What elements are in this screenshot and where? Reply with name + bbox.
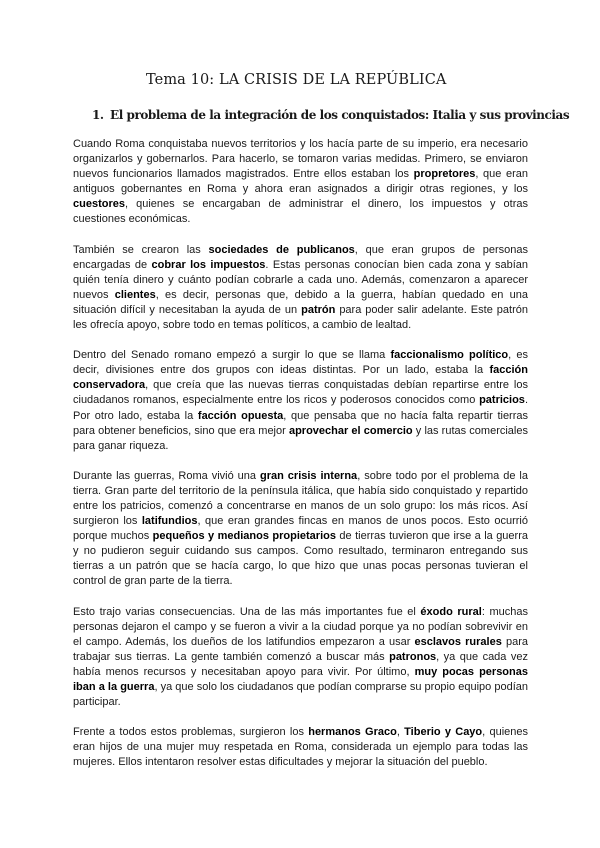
text-run: y las rutas comerciales para ganar riqueza.	[73, 424, 528, 452]
text-run: , es decir, divisiones entre dos grupos con ideas distintas. Por un lado, estaba la	[73, 349, 528, 377]
text-run: Frente a todos estos problemas, surgieron los	[73, 726, 309, 739]
section-heading	[92, 108, 569, 122]
bold-term: latifundios	[141, 515, 198, 528]
bold-term: clientes	[114, 288, 156, 301]
bold-term: aprovechar el comercio	[288, 424, 413, 437]
bold-term: patrón	[301, 303, 336, 316]
text-run: , que eran antiguos gobernantes en Roma y ahora eran asignados a dirigir otras regiones, y los	[73, 168, 528, 196]
bold-term: éxodo rural	[420, 605, 482, 618]
section-number: 1.	[92, 108, 104, 122]
bold-term: hermanos Graco	[308, 726, 397, 739]
text-run: para poder salir adelante. Este patrón les ofrecía apoyo, sobre todo en temas políticos, a cambio de lealtad.	[73, 303, 528, 332]
bold-term: patricios	[479, 394, 525, 407]
text-run: Durante las guerras, Roma vivió una	[73, 469, 260, 482]
bold-term: gran crisis interna	[260, 469, 358, 482]
text-run: , es decir, personas que, debido a la guerra, habían quedado en una situación difícil y necesitaban la ayuda de un	[73, 288, 529, 316]
text-run: , sobre todo por el problema de la tierra. Gran parte del territorio de la península itálica, que había sido conquistado y repartido entre los patricios, comenzó a concentrarse en manos de un solo grupo: los más ricos. Así surgieron los	[73, 469, 528, 528]
paragraph	[73, 725, 528, 770]
paragraph	[73, 605, 528, 711]
text-run: , ya que cada vez había menos recursos y necesitaban apoyo para vivir. Por último,	[73, 650, 528, 678]
paragraph	[73, 243, 528, 334]
bold-term: muy pocas personas iban a la guerra	[73, 665, 528, 693]
text-run: de tierras tuvieron que irse a la guerra y no pudieron seguir cuidando sus campos. Como resultado, terminaron entregando sus tierras a un patrón que se hacía cargo, lo que hizo que unas pocas personas tuvieran el control de gran parte de la tierra.	[73, 530, 528, 588]
paragraph	[73, 137, 528, 228]
section-heading-text: El problema de la integración de los conquistados: Italia y sus provincias	[110, 108, 570, 122]
text-run: , que creía que las nuevas tierras conquistadas debían repartirse entre los ciudadanos romanos, especialmente entre los ricos y poderosos conocidos como	[73, 379, 528, 407]
paragraph	[73, 348, 528, 454]
bold-term: cuestores	[73, 198, 125, 211]
paragraph	[73, 469, 528, 590]
text-run: ,	[396, 726, 405, 739]
text-run: . Estas personas conocían bien cada zona y sabían quién tenía dinero y cuánto podían cobrarle a cada uno. Además, comenzaron a aparecer nuevos	[73, 258, 528, 301]
bold-term: faccionalismo político	[390, 349, 509, 362]
document-body	[73, 137, 528, 785]
text-run: , que eran grupos de personas encargadas de	[73, 243, 529, 271]
text-run: Cuando Roma conquistaba nuevos territorios y los hacía parte de su imperio, era necesario organizarlos y gobernarlos. Para hacerlo, se tomaron varias medidas. Primero, se enviaron nuevos funcionarios llamados magistrados. Entre ellos estaban los	[73, 138, 528, 181]
text-run: . Por otro lado, estaba la	[73, 394, 528, 422]
bold-term: sociedades de publicanos	[208, 243, 355, 256]
text-run: : muchas personas dejaron el campo y se fueron a vivir a la ciudad porque ya no podían sobrevivir en el campo. Además, los dueños de los latifundios empezaron a usar	[73, 605, 528, 648]
text-run: También se crearon las	[73, 243, 209, 256]
page-title: Tema 10: LA CRISIS DE LA REPÚBLICA	[146, 72, 447, 88]
bold-term: Tiberio y Cayo	[404, 726, 483, 739]
text-run: , que eran grandes fincas en manos de unos pocos. Esto ocurrió porque muchos	[73, 515, 528, 543]
text-run: Esto trajo varias consecuencias. Una de las más importantes fue el	[73, 605, 421, 618]
bold-term: esclavos rurales	[414, 635, 502, 648]
text-run: , ya que solo los ciudadanos que podían comprarse su propio equipo podían participar.	[73, 681, 528, 709]
text-run: , quienes eran hijos de una mujer muy respetada en Roma, considerada un ejemplo para todas las mujeres. Ellos intentaron resolver estas dificultades y mejorar la situación del pueblo.	[73, 726, 528, 769]
text-run: , que pensaba que no hacía falta repartir tierras para obtener beneficios, sino que era mejor	[73, 409, 529, 437]
text-run: Dentro del Senado romano empezó a surgir lo que se llama	[73, 349, 391, 362]
text-run: para trabajar sus tierras. La gente también comenzó a buscar más	[73, 635, 528, 663]
text-run: , quienes se encargaban de administrar el dinero, los impuestos y otras cuestiones económicas.	[73, 198, 528, 226]
bold-term: pequeños y medianos propietarios	[152, 530, 336, 543]
bold-term: facción opuesta	[197, 409, 284, 422]
bold-term: cobrar los impuestos	[151, 258, 266, 271]
bold-term: facción conservadora	[73, 364, 528, 392]
bold-term: patronos	[389, 650, 437, 663]
bold-term: propretores	[413, 168, 476, 181]
